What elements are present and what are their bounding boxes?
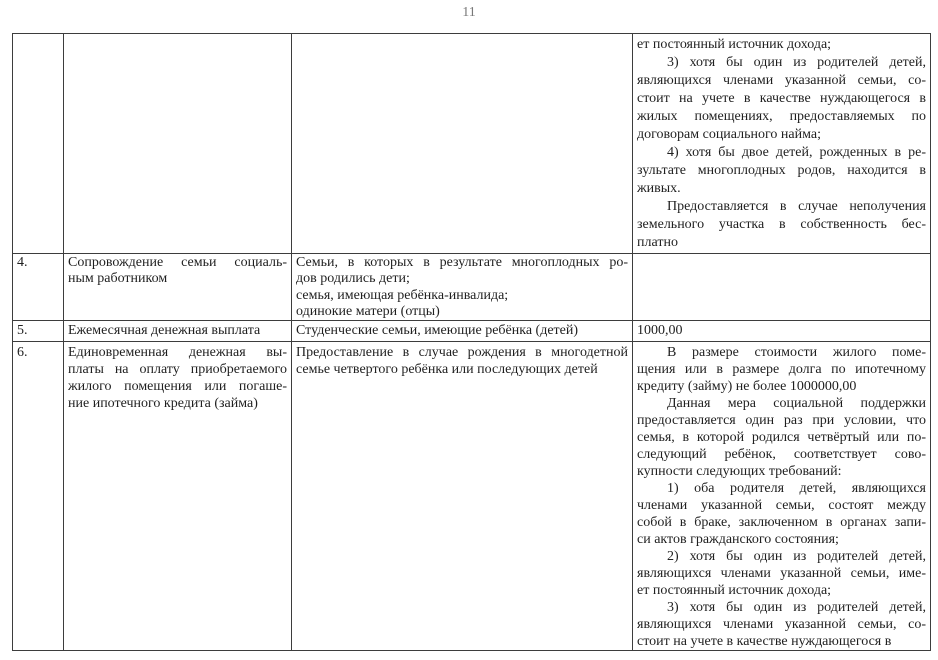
cell-number <box>13 34 64 254</box>
paragraph: В размере стоимости жилого поме- щения или в размере долга по ипотечному кредиту (займу) не более 1000000,00 <box>637 345 926 395</box>
cell-number: 5. <box>13 321 64 342</box>
paragraph: одинокие матери (отцы) <box>296 303 440 319</box>
paragraph: семья, имеющая ребёнка-инвалида; <box>296 287 509 303</box>
cell-service <box>64 254 292 321</box>
paragraph: 1) оба родителя детей, являющихся членами указанной семьи, состоят между собой в браке, заключенном в органах запи- си актов гражданского состояния; <box>637 481 926 548</box>
cell-number: 6. <box>13 342 64 651</box>
table-row <box>13 254 931 321</box>
table-row-continuation <box>13 34 931 254</box>
paragraph: Предоставление в случае рождения в многодетной семье четвертого ребёнка или последующих детей <box>296 345 628 378</box>
paragraph: 4) хотя бы двое детей, рожденных в ре- зультате многоплодных родов, находится в живых. <box>637 145 926 196</box>
benefits-table <box>12 33 931 651</box>
cell-category <box>292 321 633 342</box>
paragraph: 2) хотя бы один из родителей детей, являющихся членами указанной семьи, име- ет постоянный источник дохода; <box>637 549 926 599</box>
table-row <box>13 342 931 651</box>
cell-details <box>633 321 931 342</box>
cell-service <box>64 321 292 342</box>
paragraph: Сопровождение семьи социаль- ным работником <box>68 255 287 287</box>
paragraph: Данная мера социальной поддержки предоставляется один раз при условии, что семья, в которой родился четвёртый или по- следующий ребёнок, соответствует сово- купности следующих требований: <box>637 396 926 480</box>
amount-value: 1000,00 <box>637 323 683 339</box>
table-row <box>13 321 931 342</box>
cell-details <box>633 34 931 254</box>
cell-number: 4. <box>13 254 64 321</box>
paragraph: 3) хотя бы один из родителей детей, являющихся членами указанной семьи, со- стоит на учете в качестве нуждающегося в жилых помещениях, предоставляемых по договорам социального найма; <box>637 55 926 142</box>
paragraph: Студенческие семьи, имеющие ребёнка (детей) <box>296 323 579 339</box>
paragraph: Предоставляется в случае неполучения земельного участка в собственность бес- платно <box>637 199 926 250</box>
cell-service <box>64 34 292 254</box>
cell-category <box>292 342 633 651</box>
paragraph: 3) хотя бы один из родителей детей, являющихся членами указанной семьи, со- стоит на учете в качестве нуждающегося в <box>637 600 926 650</box>
paragraph: Ежемесячная денежная выплата <box>68 323 261 339</box>
cell-details <box>633 254 931 321</box>
cell-category <box>292 34 633 254</box>
cell-category <box>292 254 633 321</box>
paragraph: Семьи, в которых в результате многоплодных ро- дов родились дети; <box>296 255 628 287</box>
cell-details <box>633 342 931 651</box>
cell-service <box>64 342 292 651</box>
paragraph: ет постоянный источник дохода; <box>637 37 832 52</box>
page-number: 11 <box>462 5 476 20</box>
paragraph: Единовременная денежная вы- платы на оплату приобретаемого жилого помещения или погаше- ние ипотечного кредита (займа) <box>68 345 287 412</box>
